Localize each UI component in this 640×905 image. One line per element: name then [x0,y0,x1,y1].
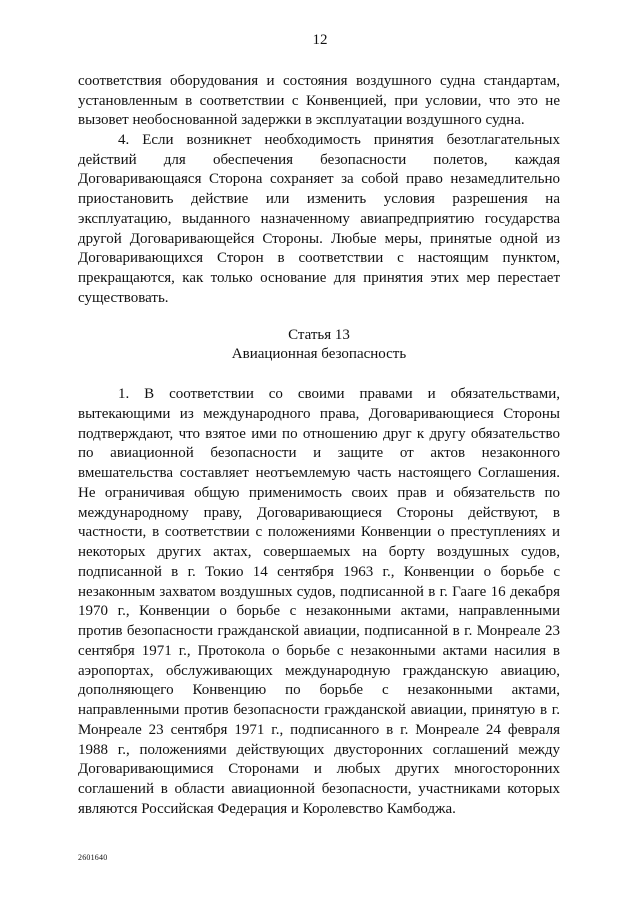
article-number: Статья 13 [288,327,350,343]
page-number: 12 [312,32,328,48]
continuation-paragraph: соответствия оборудования и состояния воздушного судна стандартам, установленным в соответствии с Конвенцией, при условии, что это не вызовет необоснованной задержки в эксплуатации воздушного судна. [78,73,560,129]
item-4-paragraph: 4. Если возникнет необходимость принятия безотлагательных действий для обеспечения безопасности полетов, каждая Договаривающаяся Сторона сохраняет за собой право незамедлительно приостановить действие или изменить условия разрешения на эксплуатацию, выданного назначенному авиапредприятию государства другой Договаривающейся Стороны. Любые меры, принятые одной из Договаривающихся Сторон в соответствии с настоящим пунктом, прекращаются, как только основание для принятия этих мер перестает существовать. [78,132,560,306]
article-title: Авиационная безопасность [231,346,407,362]
document-code: 2601640 [78,853,108,862]
article-13-item-1-paragraph: 1. В соответствии со своими правами и обязательствами, вытекающими из международного права, Договаривающиеся Стороны подтверждают, что взятое ими по отношению друг к другу обязательство по авиационной безопасности и защите от актов незаконного вмешательства составляет неотъемлемую часть настоящего Соглашения. Не ограничивая общую применимость своих прав и обязательств по международному праву, Договаривающиеся Стороны действуют, в частности, в соответствии с положениями Конвенции о преступлениях и некоторых других актах, совершаемых на борту воздушных судов, подписанной в г. Токио 14 сентября 1963 г., Конвенции о борьбе с незаконным захватом воздушных судов, подписанной в г. Гааге 16 декабря 1970 г., Конвенции о борьбе с незаконными актами, направленными против безопасности гражданской авиации, подписанной в г. Монреале 23 сентября 1971 г., Протокола о борьбе с незаконными актами насилия в аэропортах, обслуживающих международную гражданскую авиацию, дополняющего Конвенцию по борьбе с незаконными актами, направленными против безопасности гражданской авиации, принятую в г. Монреале 23 сентября 1971 г., подписанного в г. Монреале 24 февраля 1988 г., положениями действующих двусторонних соглашений между Договаривающимися Сторонами и любых других многосторонних соглашений в области авиационной безопасности, участниками которых являются Российская Федерация и Королевство Камбоджа. [78,386,560,817]
